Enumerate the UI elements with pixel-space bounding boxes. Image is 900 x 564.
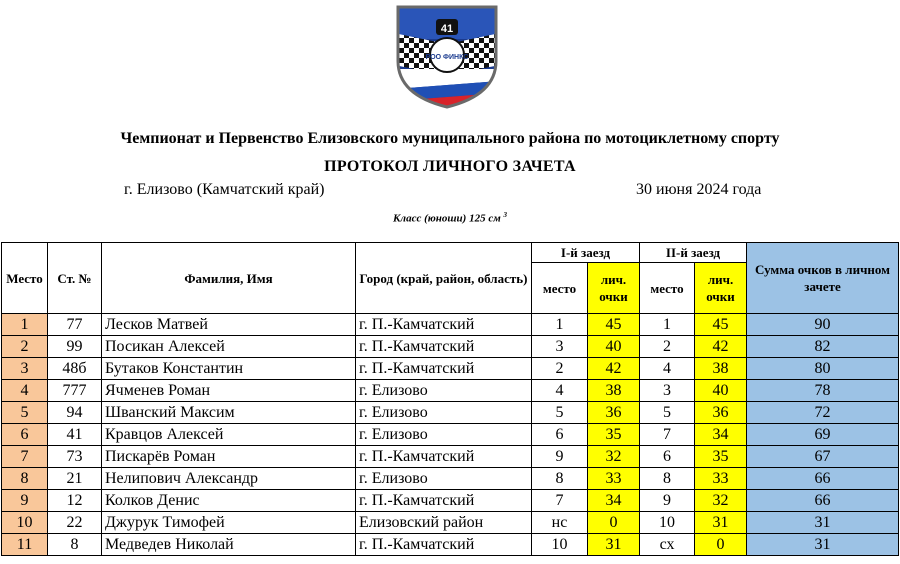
header-race2-place: место — [640, 263, 695, 314]
championship-title: Чемпионат и Первенство Елизовского муниципального района по мотоциклетному спорту — [120, 130, 780, 147]
cell-race1-points: 40 — [588, 336, 640, 358]
header-city: Город (край, район, область) — [356, 243, 532, 314]
cell-race2-place: 2 — [640, 336, 695, 358]
cell-place: 11 — [2, 534, 48, 556]
protocol-title: ПРОТОКОЛ ЛИЧНОГО ЗАЧЕТА — [324, 158, 576, 175]
cell-race2-points: 36 — [695, 402, 747, 424]
cell-number: 73 — [48, 446, 102, 468]
cell-race2-points: 38 — [695, 358, 747, 380]
cell-name: Медведев Николай — [102, 534, 356, 556]
cell-city: г. П.-Камчатский — [356, 534, 532, 556]
cell-race2-place: 5 — [640, 402, 695, 424]
header-name: Фамилия, Имя — [102, 243, 356, 314]
cell-place: 1 — [2, 314, 48, 336]
cell-total: 67 — [747, 446, 899, 468]
cell-race1-points: 33 — [588, 468, 640, 490]
cell-name: Колков Денис — [102, 490, 356, 512]
cell-total: 90 — [747, 314, 899, 336]
cell-total: 69 — [747, 424, 899, 446]
cell-place: 10 — [2, 512, 48, 534]
cell-race1-points: 32 — [588, 446, 640, 468]
cell-name: Пискарёв Роман — [102, 446, 356, 468]
table-row — [2, 402, 899, 424]
cell-name: Ячменев Роман — [102, 380, 356, 402]
cell-place: 9 — [2, 490, 48, 512]
cell-race1-place: 8 — [532, 468, 588, 490]
cell-place: 7 — [2, 446, 48, 468]
cell-race2-points: 42 — [695, 336, 747, 358]
cell-race2-points: 0 — [695, 534, 747, 556]
cell-name: Нелипович Александр — [102, 468, 356, 490]
header-place: Место — [2, 243, 48, 314]
cell-race1-place: 6 — [532, 424, 588, 446]
club-logo — [394, 3, 500, 109]
cell-city: г. П.-Камчатский — [356, 314, 532, 336]
cell-place: 2 — [2, 336, 48, 358]
cell-total: 72 — [747, 402, 899, 424]
table-row — [2, 512, 899, 534]
cell-city: г. П.-Камчатский — [356, 358, 532, 380]
cell-race2-points: 35 — [695, 446, 747, 468]
cell-city: г. Елизово — [356, 468, 532, 490]
header-race1-place: место — [532, 263, 588, 314]
cell-race2-place: 4 — [640, 358, 695, 380]
cell-race2-place: сх — [640, 534, 695, 556]
header-race2: II-й заезд — [640, 243, 747, 263]
cell-race2-place: 8 — [640, 468, 695, 490]
cell-place: 4 — [2, 380, 48, 402]
cell-place: 5 — [2, 402, 48, 424]
header-number: Ст. № — [48, 243, 102, 314]
cell-race1-points: 36 — [588, 402, 640, 424]
cell-place: 6 — [2, 424, 48, 446]
cell-total: 66 — [747, 468, 899, 490]
cell-name: Кравцов Алексей — [102, 424, 356, 446]
class-label: Класс (юноши) 125 см $^3$ — [392, 211, 508, 225]
table-row — [2, 446, 899, 468]
cell-race1-place: 4 — [532, 380, 588, 402]
cell-city: г. Елизово — [356, 424, 532, 446]
cell-name: Джурук Тимофей — [102, 512, 356, 534]
cell-race1-points: 35 — [588, 424, 640, 446]
cell-race2-points: 31 — [695, 512, 747, 534]
cell-city: г. П.-Камчатский — [356, 446, 532, 468]
cell-total: 66 — [747, 490, 899, 512]
cell-number: 12 — [48, 490, 102, 512]
cell-race1-points: 45 — [588, 314, 640, 336]
cell-number: 94 — [48, 402, 102, 424]
cell-number: 48б — [48, 358, 102, 380]
table-row — [2, 424, 899, 446]
cell-race2-place: 6 — [640, 446, 695, 468]
cell-number: 21 — [48, 468, 102, 490]
cell-race1-place: 2 — [532, 358, 588, 380]
cell-city: г. Елизово — [356, 380, 532, 402]
cell-race2-place: 9 — [640, 490, 695, 512]
cell-number: 777 — [48, 380, 102, 402]
cell-race2-place: 1 — [640, 314, 695, 336]
cell-race1-place: нс — [532, 512, 588, 534]
cell-number: 8 — [48, 534, 102, 556]
table-row — [2, 380, 899, 402]
cell-number: 99 — [48, 336, 102, 358]
header-race2-points: лич. очки — [695, 263, 747, 314]
cell-total: 31 — [747, 534, 899, 556]
cell-number: 22 — [48, 512, 102, 534]
cell-race1-points: 42 — [588, 358, 640, 380]
event-date: 30 июня 2024 года — [636, 181, 762, 198]
cell-number: 41 — [48, 424, 102, 446]
results-table — [1, 242, 899, 556]
cell-place: 3 — [2, 358, 48, 380]
cell-total: 78 — [747, 380, 899, 402]
cell-city: г. П.-Камчатский — [356, 336, 532, 358]
cell-race2-points: 32 — [695, 490, 747, 512]
cell-race1-place: 10 — [532, 534, 588, 556]
table-row — [2, 490, 899, 512]
cell-city: г. Елизово — [356, 402, 532, 424]
table-row — [2, 336, 899, 358]
cell-total: 80 — [747, 358, 899, 380]
cell-race1-points: 31 — [588, 534, 640, 556]
cell-name: Лесков Матвей — [102, 314, 356, 336]
cell-number: 77 — [48, 314, 102, 336]
cell-name: Посикан Алексей — [102, 336, 356, 358]
cell-race2-place: 7 — [640, 424, 695, 446]
header-race1-points: лич. очки — [588, 263, 640, 314]
cell-city: Елизовский район — [356, 512, 532, 534]
cell-total: 31 — [747, 512, 899, 534]
cell-race1-place: 9 — [532, 446, 588, 468]
cell-name: Бутаков Константин — [102, 358, 356, 380]
svg-text:41: 41 — [440, 23, 454, 35]
cell-city: г. П.-Камчатский — [356, 490, 532, 512]
header-total: Сумма очков в личном зачете — [747, 243, 899, 314]
event-location: г. Елизово (Камчатский край) — [124, 181, 325, 198]
cell-race1-place: 3 — [532, 336, 588, 358]
cell-total: 82 — [747, 336, 899, 358]
cell-place: 8 — [2, 468, 48, 490]
cell-race1-points: 38 — [588, 380, 640, 402]
cell-race1-points: 0 — [588, 512, 640, 534]
cell-race2-points: 33 — [695, 468, 747, 490]
cell-race2-points: 45 — [695, 314, 747, 336]
table-row — [2, 314, 899, 336]
svg-text:РОО ФИНКС: РОО ФИНКС — [425, 54, 469, 61]
cell-race1-place: 5 — [532, 402, 588, 424]
table-row — [2, 468, 899, 490]
cell-race2-place: 10 — [640, 512, 695, 534]
cell-race1-place: 7 — [532, 490, 588, 512]
table-row — [2, 358, 899, 380]
table-row — [2, 534, 899, 556]
cell-race2-points: 34 — [695, 424, 747, 446]
cell-name: Шванский Максим — [102, 402, 356, 424]
cell-race2-points: 40 — [695, 380, 747, 402]
cell-race1-points: 34 — [588, 490, 640, 512]
cell-race1-place: 1 — [532, 314, 588, 336]
cell-race2-place: 3 — [640, 380, 695, 402]
header-race1: I-й заезд — [532, 243, 640, 263]
